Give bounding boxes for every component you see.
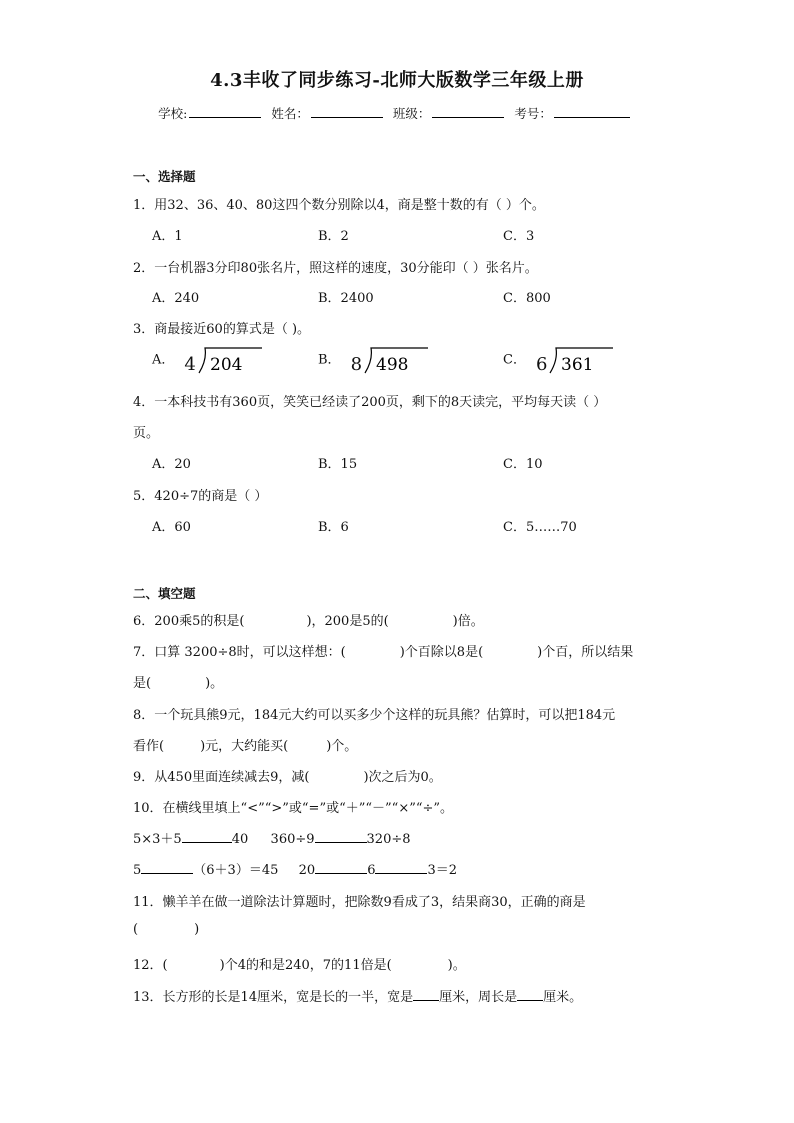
q5-option-b[interactable]: B．6 [318,520,349,535]
question-3: 3．商最接近60的算式是（ )。 [133,322,311,337]
q3-option-a-label: A． [152,352,175,368]
question-1: 1．用32、36、40、80这四个数分别除以4，商是整十数的有（ ）个。 [133,198,545,213]
question-5: 5．420÷7的商是（ ） [133,489,268,504]
q3-option-b-label: B． [318,352,341,368]
class-field[interactable] [432,105,504,118]
q12-text-1: 12．( [133,958,168,973]
q4-option-a[interactable]: A．20 [152,457,191,472]
question-12 [133,954,466,973]
q9-text-1: 9．从450里面连续减去9，减( [133,770,310,785]
q1-option-c[interactable]: C．3 [503,229,535,244]
q10-expr3-left: 5 [133,863,142,878]
name-label: 姓名： [271,106,309,121]
dividend-b: 498 [376,355,409,374]
name-field[interactable] [311,105,383,118]
question-8-line2 [133,735,357,754]
question-9 [133,766,442,785]
long-division-a [184,346,263,374]
exam-number-label: 考号： [514,106,552,121]
q10-expr1-right: 40 [231,832,249,847]
question-6 [133,610,484,629]
division-bracket-a [198,346,264,374]
q10-blank-1[interactable] [182,830,232,843]
question-7-line2 [133,672,223,691]
q13-text-2: 厘米，周长是 [439,990,518,1005]
division-bracket-c [549,346,615,374]
q2-option-a[interactable]: A．240 [152,291,200,306]
question-4-line1: 4．一本科技书有360页，笑笑已经读了200页，剩下的8天读完，平均每天读（ ） [133,395,607,410]
q5-option-c[interactable]: C．5……70 [503,520,577,535]
q10-expr4-right: 3＝2 [427,863,458,878]
section-heading-choice: 一、选择题 [133,169,196,184]
q3-option-a[interactable] [152,346,264,374]
q6-text-1: 6．200乘5的积是( [133,614,245,629]
q3-option-c-label: C． [503,352,526,368]
q11-text-1: ( [133,922,139,937]
q10-expr1-left: 5×3＋5 [133,832,182,847]
question-13 [133,986,582,1005]
q13-text-1: 13．长方形的长是14厘米，宽是长的一半，宽是 [133,990,414,1005]
question-10-expr-row2 [133,859,457,878]
class-label: 班级： [392,106,431,121]
q8-text-1: 看作( [133,739,165,754]
q10-expr3-right: （6＋3）＝45 [193,863,279,878]
question-7-line1 [133,641,633,660]
q3-option-c[interactable] [503,346,615,374]
q10-expr4-mid: 6 [367,863,376,878]
school-label: 学校: [158,106,188,121]
q7-text-4: 是( [133,676,152,691]
q7-text-5: )。 [205,676,224,691]
q10-blank-2[interactable] [315,830,367,843]
q3-option-b[interactable] [318,346,430,374]
q5-option-a[interactable]: A．60 [152,520,191,535]
q12-text-3: )。 [447,958,466,973]
q6-text-2: )，200是5的( [306,614,389,629]
long-division-b [351,346,430,374]
school-field[interactable] [189,105,261,118]
question-11-line2 [133,922,199,937]
question-11-line1: 11．懒羊羊在做一道除法计算题时，把除数9看成了3，结果商30，正确的商是 [133,895,586,910]
dividend-a: 204 [209,355,243,374]
q10-blank-5[interactable] [375,861,427,874]
divisor-b: 8 [350,354,363,375]
question-8-line1: 8．一个玩具熊9元，184元大约可以买多少个这样的玩具熊？估算时，可以把184元 [133,708,616,723]
division-bracket-b [364,346,430,374]
section-heading-fill-blank: 二、填空题 [133,586,196,601]
q2-option-b[interactable]: B．2400 [318,291,374,306]
q10-expr4-left: 20 [298,863,316,878]
q7-text-3: )个百，所以结果 [537,645,634,660]
question-10-expr-row1 [133,828,411,847]
q4-option-c[interactable]: C．10 [503,457,543,472]
q10-blank-4[interactable] [315,861,367,874]
student-info-line [0,104,794,122]
long-division-c [536,346,615,374]
q12-text-2: )个4的和是240，7的11倍是( [219,958,392,973]
q13-text-3: 厘米。 [543,990,583,1005]
q2-option-c[interactable]: C．800 [503,291,551,306]
divisor-a: 4 [184,354,196,375]
q7-text-1: 7．口算 3200÷8时，可以这样想：( [133,645,346,660]
q8-text-3: )个。 [326,739,358,754]
question-2: 2．一台机器3分印80张名片，照这样的速度，30分能印（ ）张名片。 [133,261,538,276]
question-10: 10．在横线里填上“<”“>”或“=”或“＋”“－”“×”“÷”。 [133,801,454,816]
q1-option-b[interactable]: B．2 [318,229,349,244]
page-title: 4.3丰收了同步练习-北师大版数学三年级上册 [210,70,584,91]
q9-text-2: )次之后为0。 [363,770,442,785]
q10-expr2-left: 360÷9 [270,832,315,847]
question-4-line2: 页。 [133,426,160,441]
q13-blank-2[interactable] [517,988,543,1001]
dividend-c: 361 [561,355,594,374]
q13-blank-1[interactable] [413,988,439,1001]
q6-text-3: )倍。 [452,614,484,629]
q8-text-2: )元，大约能买( [200,739,289,754]
exam-number-field[interactable] [554,105,630,118]
q11-text-2: ) [194,922,200,937]
q1-option-a[interactable]: A．1 [152,229,183,244]
q4-option-b[interactable]: B．15 [318,457,358,472]
q10-expr2-right: 320÷8 [366,832,411,847]
q7-text-2: )个百除以8是( [399,645,484,660]
q10-blank-3[interactable] [141,861,193,874]
divisor-c: 6 [535,354,548,375]
